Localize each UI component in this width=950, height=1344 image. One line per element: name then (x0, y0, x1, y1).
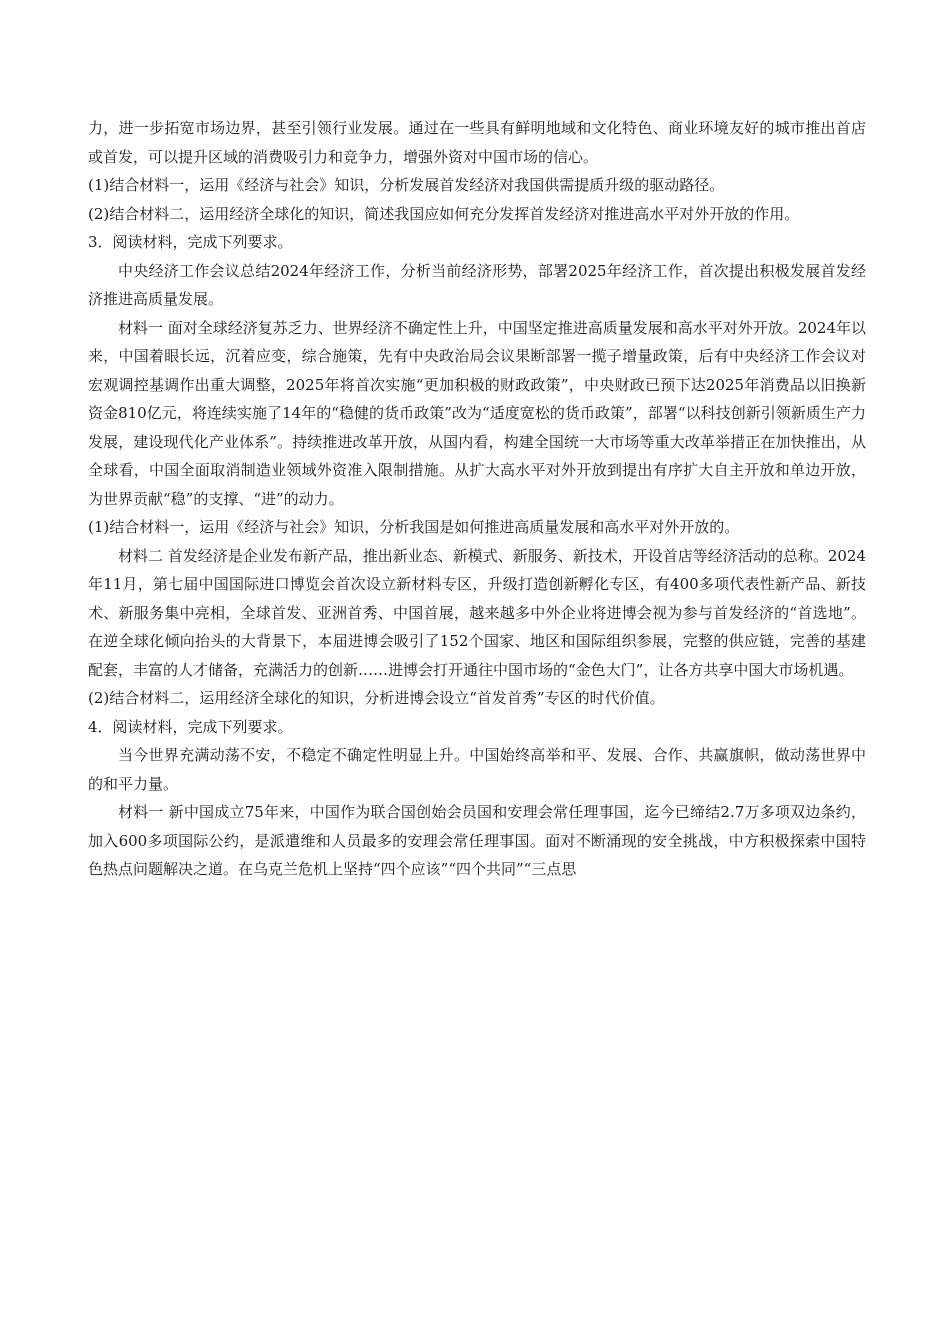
question-3-intro: 中央经济工作会议总结2024年经济工作，分析当前经济形势，部署2025年经济工作，首次提出积极发展首发经济推进高质量发展。 (88, 261, 866, 308)
question-4-material-1: 材料一 新中国成立75年来，中国作为联合国创始会员国和安理会常任理事国，迄今已缔结2.7万多项双边条约，加入600多项国际公约，是派遣维和人员最多的安理会常任理事国。面对不断涌现的安全挑战，中方积极探索中国特色热点问题解决之道。在乌克兰危机上坚持“四个应该”“四个共同”“三点思 (88, 803, 866, 878)
question-4-intro: 当今世界充满动荡不安，不稳定不确定性明显上升。中国始终高举和平、发展、合作、共赢旗帜，做动荡世界中的和平力量。 (88, 746, 866, 793)
question-2-1: (1)结合材料一，运用《经济与社会》知识，分析发展首发经济对我国供需提质升级的驱动路径。 (88, 176, 725, 194)
question-2-2: (2)结合材料二，运用经济全球化的知识，简述我国应如何充分发挥首发经济对推进高水平对外开放的作用。 (88, 204, 800, 223)
question-4-heading: 4．阅读材料，完成下列要求。 (88, 717, 293, 736)
question-3-material-1: 材料一 面对全球经济复苏乏力、世界经济不确定性上升，中国坚定推进高质量发展和高水平对外开放。2024年以来，中国着眼长远，沉着应变，综合施策，先有中央政治局会议果断部署一揽子增量政策，后有中央经济工作会议对宏观调控基调作出重大调整，2025年将首次实施“更加积极的财政政策”，中央财政已预下达2025年消费品以旧换新资金810亿元，将连续实施了14年的“稳健的货币政策”改为“适度宽松的货币政策”，部署“以科技创新引领新质生产力发展，建设现代化产业体系”。持续推进改革开放，从国内看，构建全国统一大市场等重大改革举措正在加快推出，从全球看，中国全面取消制造业领域外资准入限制措施。从扩大高水平对外开放到提出有序扩大自主开放和单边开放，为世界贡献“稳”的支撑、“进”的动力。 (88, 318, 866, 508)
document-body (88, 114, 866, 884)
question-3-material-2: 材料二 首发经济是企业发布新产品，推出新业态、新模式、新服务、新技术，开设首店等经济活动的总称。2024年11月，第七届中国国际进口博览会首次设立新材料专区，升级打造创新孵化专区，有400多项代表性新产品、新技术、新服务集中亮相，全球首发、亚洲首秀、中国首展，越来越多中外企业将进博会视为参与首发经济的“首选地”。在逆全球化倾向抬头的大背景下，本届进博会吸引了152个国家、地区和国际组织参展，完整的供应链，完善的基建配套，丰富的人才储备，充满活力的创新……进博会打开通往中国市场的“金色大门”，让各方共享中国大市场机遇。 (88, 546, 866, 679)
question-3-heading: 3．阅读材料，完成下列要求。 (88, 233, 293, 251)
paragraph-continuation: 力，进一步拓宽市场边界，甚至引领行业发展。通过在一些具有鲜明地域和文化特色、商业环境友好的城市推出首店或首发，可以提升区域的消费吸引力和竞争力，增强外资对中国市场的信心。 (88, 119, 866, 166)
question-3-1: (1)结合材料一，运用《经济与社会》知识，分析我国是如何推进高质量发展和高水平对外开放的。 (88, 518, 740, 536)
question-3-2: (2)结合材料二，运用经济全球化的知识，分析进博会设立“首发首秀”专区的时代价值。 (88, 689, 665, 707)
